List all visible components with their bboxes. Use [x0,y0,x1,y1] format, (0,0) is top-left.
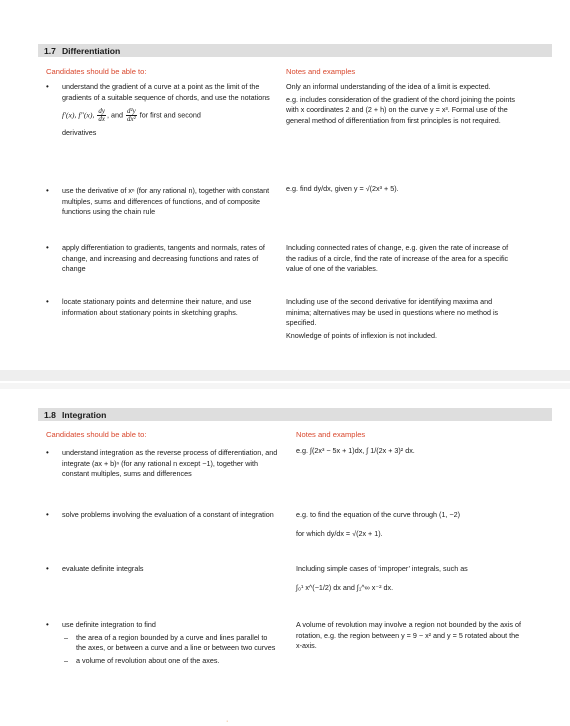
objective-text: use definite integration to find [62,620,156,629]
objective-text: evaluate definite integrals [62,564,144,573]
objective-item [46,186,272,218]
objective-item [46,82,272,139]
note-item [286,184,518,195]
note-text: Including use of the second derivative for identifying maxima and minima; alternatives may be used in questions where no method is specified. [286,297,499,328]
note-text: e.g. ∫(2x³ − 5x + 1)dx, ∫ 1/(2x + 3)² dx. [296,446,415,455]
bullet-icon: • [46,297,49,306]
section-title: Differentiation [61,46,121,56]
note-item [286,82,518,126]
right-column-heading: Notes and examples [286,67,356,76]
objective-item [46,243,272,275]
page-separator [0,370,570,381]
bullet-icon: • [46,620,49,629]
objective-text: solve problems involving the evaluation of a constant of integration [62,510,274,519]
note-text: Knowledge of points of inflexion is not included. [286,330,438,340]
section-header [38,408,552,421]
objective-item [46,564,278,575]
bullet-icon: • [46,82,49,91]
note-item [296,564,536,593]
left-column-heading: Candidates should be able to: [46,430,147,439]
note-item [296,620,524,652]
objective-item [46,297,272,318]
note-text: ∫₀¹ x^(−1/2) dx and ∫₁^∞ x⁻² dx. [296,582,394,592]
left-column-heading: Candidates should be able to: [46,67,147,76]
section-header [38,44,552,57]
note-text: A volume of revolution may involve a region not bounded by the axis of rotation, e.g. the region between y = 9 − x² and y = 5 rotated about the x-axis. [296,620,521,651]
note-text: Including connected rates of change, e.g. given the rate of increase of the radius of a circle, find the rate of increase of the area for a specific value of one of the variables. [286,243,509,274]
notation-line-end: derivatives [62,128,97,138]
note-text: for which dy/dx = √(2x + 1). [296,528,383,538]
objective-text: locate stationary points and determine their nature, and use information about stationary points in sketching graphs. [62,297,252,317]
objective-item [46,620,278,666]
note-text: e.g. includes consideration of the gradient of the chord joining the points with x coordinates 2 and (2 + h) on the curve y = x³. Formal use of the general method of differentiation from first principles is not required. [286,94,515,125]
objective-text: use the derivative of xⁿ (for any rational n), together with constant multiples, sums and differences of functions, and of composite functions using the chain rule [62,186,270,217]
objective-text: apply differentiation to gradients, tangents and normals, rates of change, and increasing and decreasing functions and rates of change [62,243,265,274]
objective-item [46,448,278,480]
note-text: e.g. to find the equation of the curve through (1, −2) [296,510,461,519]
section-number: 1.8 [44,410,56,420]
bullet-icon: • [46,448,49,457]
objective-item [46,510,278,521]
note-item [286,297,518,341]
note-item [296,510,536,539]
note-item [296,446,536,457]
note-text: Including simple cases of ‘improper’ integrals, such as [296,564,468,573]
bullet-icon: • [46,243,49,252]
objective-text: understand integration as the reverse process of differentiation, and integrate (ax + b)ⁿ (for any rational n except −1), together with constant multiples, sums and differences [62,448,278,479]
section-title: Integration [61,410,107,420]
right-column-heading: Notes and examples [296,430,366,439]
section-differentiation [38,44,552,57]
objective-text: understand the gradient of a curve at a point as the limit of the gradients of a suitable sequence of chords, and use the notations [62,82,270,102]
page-separator [0,383,570,389]
sub-item-text: a volume of revolution about one of the axes. [76,655,220,665]
section-number: 1.7 [44,46,56,56]
note-text: Only an informal understanding of the idea of a limit is expected. [286,82,491,91]
cursor-mark: · [226,718,229,725]
bullet-icon: • [46,186,49,195]
sub-item-text: the area of a region bounded by a curve and lines parallel to the axes, or between a curve and a line or between two curves [76,632,276,653]
sub-item: – a volume of revolution about one of the axes. [64,655,220,665]
bullet-icon: • [46,564,49,573]
note-item [286,243,518,275]
note-text: e.g. find dy/dx, given y = √(2x³ + 5). [286,184,399,193]
bullet-icon: • [46,510,49,519]
notation-line: f′(x), f″(x), $\frac{dy}{dx}$ , and $\frac{\text{d²y}}{\text{dx²}}$ for first and second [62,107,201,124]
sub-item: – the area of a region bounded by a curve and lines parallel to the axes, or between a curve and a line or between two curves [64,632,276,653]
section-integration [38,408,552,421]
